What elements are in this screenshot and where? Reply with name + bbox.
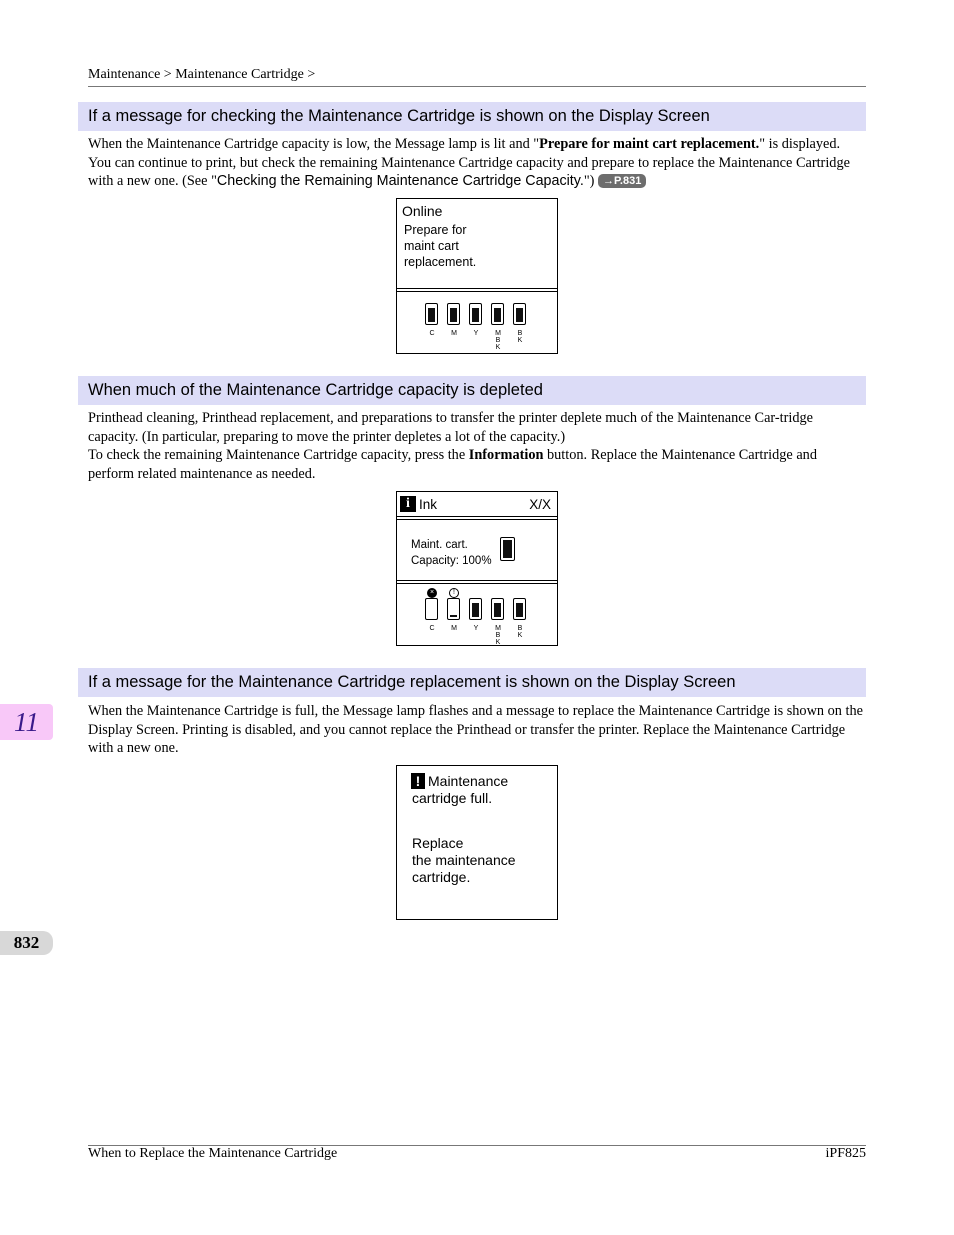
ink-level-fill: [516, 308, 523, 322]
ink-tanks: [397, 588, 557, 646]
text: button. Replace the Maintenance Cartridge and perform related maintenance as needed.: [88, 447, 817, 482]
text: "): [583, 173, 595, 190]
ink-tanks: [397, 303, 557, 353]
ink-label: M B K: [495, 625, 501, 646]
page-number: 832: [0, 931, 53, 955]
ink-level-fill: [472, 308, 479, 322]
gauge-fill: [503, 540, 512, 558]
message-line-3: Replace: [412, 835, 464, 851]
message-line-1: Maintenance: [428, 773, 509, 789]
message-line-4: the maintenance: [412, 852, 516, 868]
ink-label: M: [451, 330, 457, 337]
ink-level-fill: [428, 308, 435, 322]
ink-label: M B K: [495, 330, 501, 351]
ink-label: C: [429, 625, 435, 632]
message-line-5: cartridge.: [412, 869, 471, 885]
breadcrumb: Maintenance > Maintenance Cartridge >: [88, 67, 316, 82]
text-line-2: [88, 446, 866, 483]
ink-tank: [447, 303, 460, 325]
ink-tank: [425, 303, 438, 325]
message-line-2: maint cart: [404, 239, 459, 253]
text: To check the remaining Maintenance Cartridge capacity, press the: [88, 447, 469, 464]
display-screen-ink-info: [396, 491, 558, 646]
ink-level-fill: [494, 308, 501, 322]
header-rule: [88, 86, 866, 87]
ink-label: Y: [473, 625, 479, 632]
ink-tank: [469, 598, 482, 620]
section-heading-check-message: If a message for checking the Maintenance Cartridge is shown on the Display Screen: [78, 102, 866, 131]
section-3-paragraph: When the Maintenance Cartridge is full, the Message lamp flashes and a message to replace the Maintenance Cartridge is shown on the Display Screen. Printing is disabled, and you cannot replace the Printhead or transfer the printer. Replace the Maintenance Cartridge with a new one.: [88, 703, 863, 757]
section-1-paragraph: [88, 135, 866, 191]
warning-icon: !: [411, 773, 425, 789]
display-screen-cartridge-full: [396, 765, 558, 920]
ink-level-fill: [472, 603, 479, 617]
message-line-3: replacement.: [404, 255, 477, 269]
ink-level-fill: [450, 308, 457, 322]
ink-tank: [491, 598, 504, 620]
maint-text: [411, 537, 492, 569]
panel-title: Ink: [419, 497, 438, 512]
maint-label: Maint. cart.: [411, 539, 468, 551]
text: When the Maintenance Cartridge capacity is low, the Message lamp is lit and ": [88, 136, 540, 152]
footer-model: iPF825: [825, 1146, 866, 1161]
divider: [397, 580, 557, 584]
message-line-2: cartridge full.: [412, 790, 493, 806]
ink-tank: [491, 303, 504, 325]
bold-button-name: Information: [468, 447, 544, 464]
warning-icon: !: [449, 588, 459, 598]
info-icon: i: [400, 496, 416, 512]
divider: [397, 516, 557, 520]
display-screen-prepare: [396, 198, 558, 354]
capacity-value: Capacity: 100%: [411, 555, 492, 567]
page-indicator: X/X: [529, 497, 551, 512]
chapter-tab[interactable]: 11: [0, 704, 53, 740]
ink-level-fill: [516, 603, 523, 617]
status-text: Online: [402, 203, 443, 219]
ink-label: B K: [517, 330, 523, 344]
footer-title: When to Replace the Maintenance Cartridge: [88, 1146, 338, 1161]
bold-message: Prepare for maint cart replacement.: [539, 136, 760, 152]
ink-label: B K: [517, 625, 523, 639]
section-heading-replace-message: If a message for the Maintenance Cartridge replacement is shown on the Display Screen: [78, 668, 866, 697]
error-icon: ×: [427, 588, 437, 598]
message-line-1: Prepare for: [404, 223, 467, 237]
page-reference-badge[interactable]: →P.831: [598, 174, 646, 188]
ink-tank: [513, 598, 526, 620]
ink-tank: [513, 303, 526, 325]
ink-tank: [469, 303, 482, 325]
ink-label: Y: [473, 330, 479, 337]
text: Printhead cleaning, Printhead replacement, and preparations to transfer the printer deplete much of the Maintenance Car-tridge capacity. (In particular, preparing to move the printer depletes a lot of the capacity.): [88, 410, 813, 445]
reference-link[interactable]: Checking the Remaining Maintenance Cartridge Capacity.: [216, 173, 584, 190]
ink-tank: [447, 598, 460, 620]
ink-level-fill: [494, 603, 501, 617]
maintenance-cartridge-gauge: [500, 537, 515, 561]
section-heading-capacity-depleted: When much of the Maintenance Cartridge capacity is depleted: [78, 376, 866, 405]
ink-label: M: [451, 625, 457, 632]
section-2-paragraph: [88, 409, 866, 483]
ink-tank: [425, 598, 438, 620]
ink-label: C: [429, 330, 435, 337]
ink-level-fill: [450, 615, 457, 617]
text: " is displayed. You can continue to print, but check the remaining Maintenance Cartridge capacity and prepare to replace the Maintenance Cartridge with a new one. (See ": [88, 136, 850, 190]
divider: [397, 288, 557, 292]
